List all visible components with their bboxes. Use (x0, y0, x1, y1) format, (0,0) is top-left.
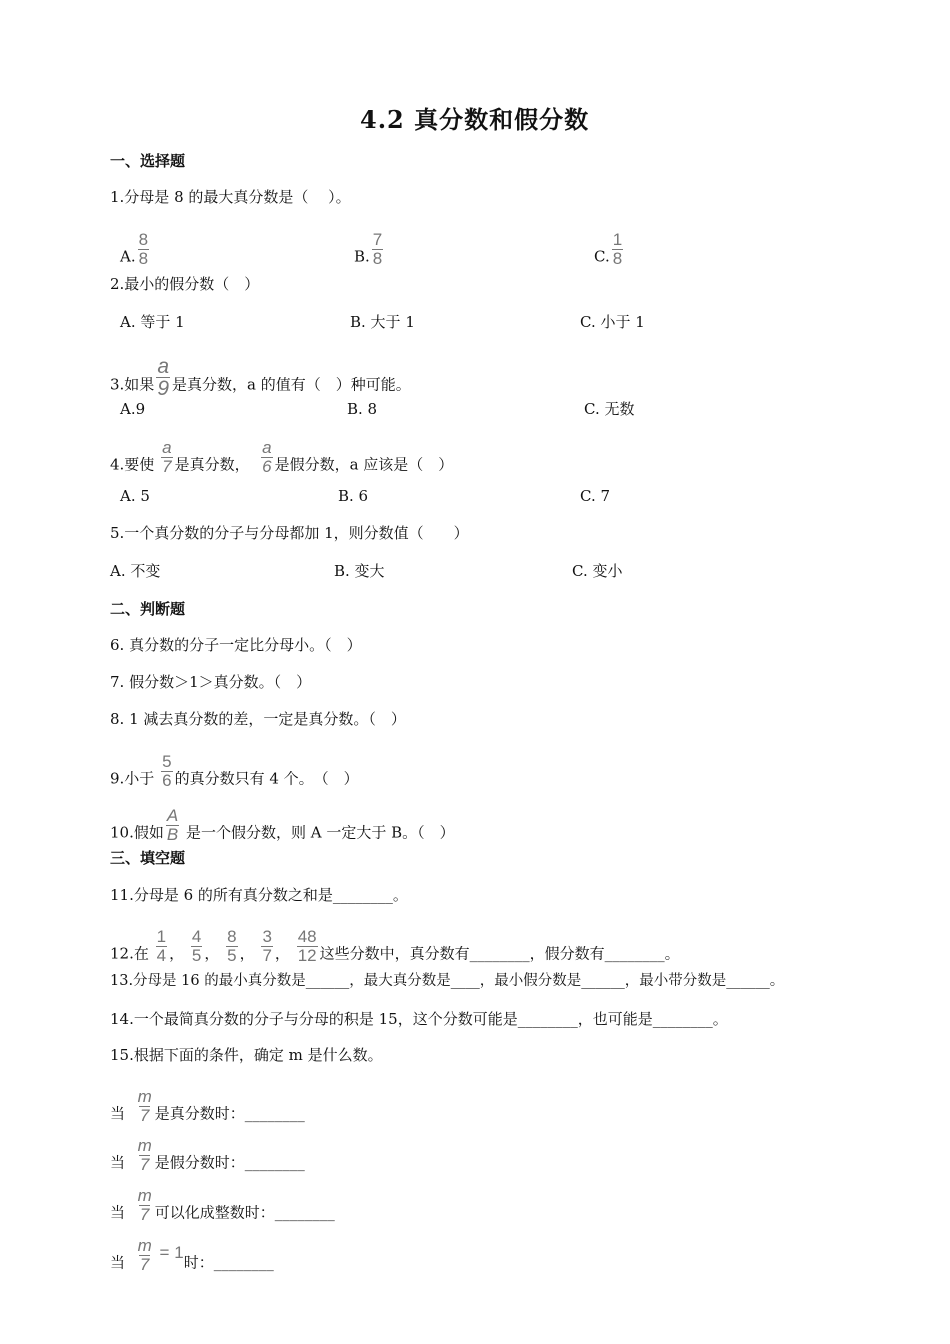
question-5-option-b: B. 变大 (334, 562, 385, 580)
question-15-condition-2: 当 $\frac{m}{7}$ 是假分数时：________ (110, 1136, 305, 1174)
question-14: 14.一个最简真分数的分子与分母的积是 15，这个分数可能是________，也可能是________。 (110, 1010, 728, 1028)
question-11: 11.分母是 6 的所有真分数之和是________。 (110, 886, 408, 904)
question-2-option-a: A. 等于 1 (120, 313, 185, 331)
question-15-condition-1: 当 $\frac{m}{7}$ 是真分数时：________ (110, 1087, 305, 1125)
question-3-option-b: B. 8 (347, 400, 378, 418)
question-1-option-a: A. $\frac{8}{8}$ (120, 230, 149, 268)
page-title: 4.2 真分数和假分数 (360, 105, 590, 134)
question-4-option-c: C. 7 (580, 487, 611, 505)
question-1-option-b: B. $\frac{7}{8}$ (354, 230, 383, 268)
section-heading-fill-in: 三、填空题 (110, 849, 186, 867)
question-3-option-c: C. 无数 (584, 400, 635, 418)
question-12: 12.在 $\frac{1}{4}$ ， $\frac{4}{5}$ ， $\frac{8}{5}$ ， $\frac{3}{7}$ ， $\frac{48}{12}$ 这些分数中，真分数有________，假分数有________。 (110, 927, 680, 965)
section-heading-judgement: 二、判断题 (110, 600, 186, 618)
question-10: 10.假如 $\frac{A}{B}$ 是一个假分数，则 A 一定大于 B。（ ） (110, 806, 455, 844)
question-1-option-c: C. $\frac{1}{8}$ (594, 230, 623, 268)
question-2-option-b: B. 大于 1 (350, 313, 415, 331)
question-2-option-c: C. 小于 1 (580, 313, 645, 331)
question-4-stem: 4.要使 $\frac{a}{7}$ 是真分数， $\frac{a}{6}$ 是假分数，a 应该是（ ） (110, 438, 454, 476)
question-7: 7. 假分数＞1＞真分数。（ ） (110, 673, 312, 691)
question-1-stem: 1.分母是 8 的最大真分数是（ ）。 (110, 188, 351, 206)
question-5-option-c: C. 变小 (572, 562, 623, 580)
section-heading-choice: 一、选择题 (110, 152, 186, 170)
question-4-option-b: B. 6 (338, 487, 369, 505)
question-15-condition-4: 当 $\frac{m}{7}$ = 1时：________ (110, 1236, 274, 1274)
question-8: 8. 1 减去真分数的差，一定是真分数。（ ） (110, 710, 406, 728)
question-2-stem: 2.最小的假分数（ ） (110, 275, 260, 293)
question-4-option-a: A. 5 (120, 487, 150, 505)
question-13: 13.分母是 16 的最小真分数是______，最大真分数是____，最小假分数是______，最小带分数是______。 (110, 973, 785, 989)
question-9: 9.小于 $\frac{5}{6}$ 的真分数只有 4 个。 （ ） (110, 752, 359, 790)
question-3-stem: 3.如果 $\frac{a}{9}$ 是真分数，a 的值有（ ）种可能。 (110, 355, 411, 400)
question-5-option-a: A. 不变 (110, 562, 161, 580)
question-15-condition-3: 当 $\frac{m}{7}$ 可以化成整数时：________ (110, 1186, 335, 1224)
question-6: 6. 真分数的分子一定比分母小。（ ） (110, 636, 362, 654)
question-5-stem: 5.一个真分数的分子与分母都加 1，则分数值（ ） (110, 524, 469, 542)
question-3-option-a: A.9 (120, 400, 146, 418)
question-15-stem: 15.根据下面的条件，确定 m 是什么数。 (110, 1046, 383, 1064)
